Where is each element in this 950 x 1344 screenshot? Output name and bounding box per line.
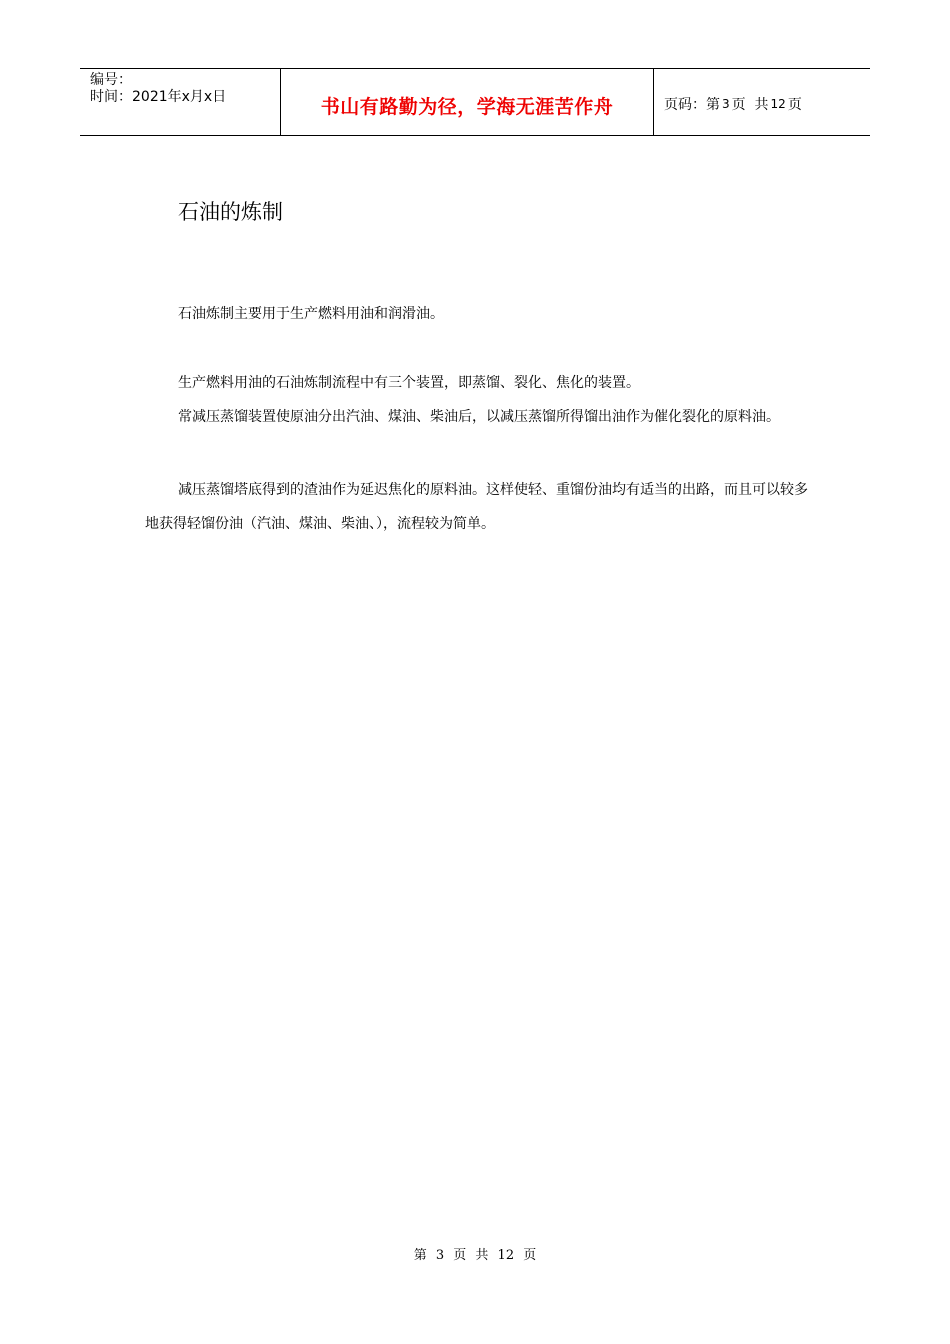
header-page-cell <box>654 69 870 135</box>
page-suffix: 页 <box>787 97 802 113</box>
page-total: 12 <box>770 97 786 111</box>
document-title: 石油的炼制 <box>178 200 283 224</box>
paragraph-intro: 石油炼制主要用于生产燃料用油和润滑油。 <box>178 306 444 322</box>
motto-text: 书山有路勤为径，学海无涯苦作舟 <box>320 95 614 118</box>
document-header <box>80 68 870 136</box>
page-current: 3 <box>722 97 730 111</box>
paragraph-residue: 减压蒸馏塔底得到的渣油作为延迟焦化的原料油。这样使轻、重馏份油均有适当的出路，而且可以较多地获得轻馏份油（汽油、煤油、柴油、），流程较为简单。 <box>145 482 808 532</box>
header-motto-cell <box>281 69 654 135</box>
page-mid: 页 共 <box>731 97 769 113</box>
number-label: 编号： <box>90 72 132 88</box>
page-footer: 第 3 页 共 12 页 <box>413 1248 537 1263</box>
paragraph-process: 生产燃料用油的石油炼制流程中有三个装置，即蒸馏、裂化、焦化的装置。 <box>178 375 640 391</box>
page-prefix: 页码：第 <box>664 97 720 113</box>
paragraph-distillation: 常减压蒸馏装置使原油分出汽油、煤油、柴油后，以减压蒸馏所得馏出油作为催化裂化的原料油。 <box>178 409 780 425</box>
date-label: 时间：2021年x月x日 <box>90 89 227 105</box>
header-meta-cell <box>80 69 281 135</box>
